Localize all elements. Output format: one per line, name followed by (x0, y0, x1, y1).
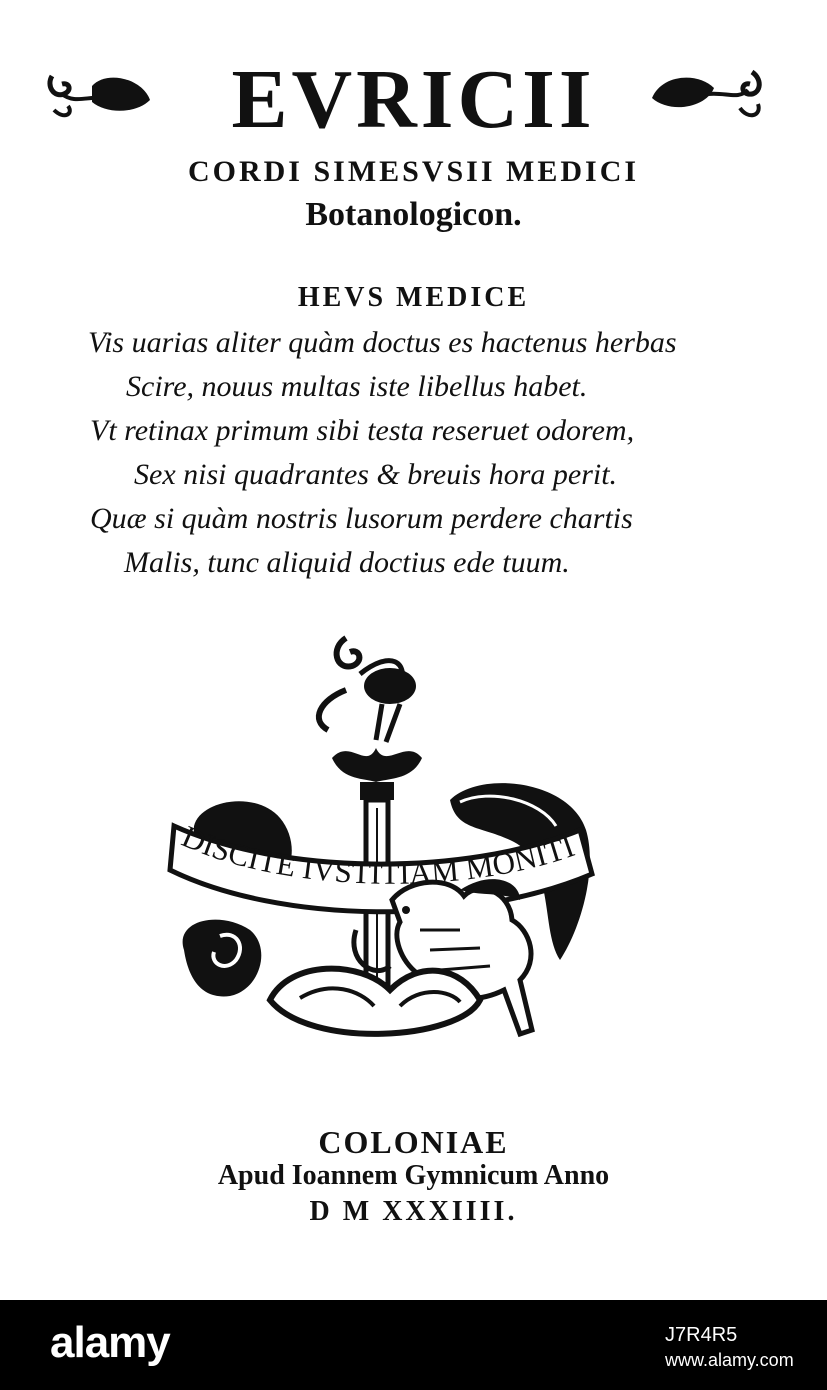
watermark-image-id: J7R4R5 (665, 1324, 738, 1346)
epigram-line: Sex nisi quadrantes & breuis hora perit. (134, 458, 618, 491)
imprint-printer: Apud Ioannem Gymnicum Anno (217, 1160, 610, 1191)
imprint-year: D M XXXIIII. (309, 1196, 518, 1227)
author-subtitle: CORDI SIMESVSII MEDICI (187, 155, 640, 188)
epigram-line: Scire, nouus multas iste libellus habet. (126, 370, 588, 403)
epigram-line: Quæ si quàm nostris lusorum perdere chartis (90, 502, 633, 535)
woodcut-motto: DISCITE IVSTITIAM MONITI (177, 818, 579, 891)
epigram-line: Malis, tunc aliquid doctius ede tuum. (124, 546, 570, 579)
imprint-city: COLONIAE (318, 1124, 509, 1160)
epigram-line: Vt retinax primum sibi testa reseruet odorem, (90, 414, 635, 447)
right-fleuron-ornament (648, 64, 768, 124)
author-name-title: EVRICII (231, 53, 596, 146)
printers-mark-woodcut (160, 630, 630, 1100)
epigram-heading: HEVS MEDICE (297, 282, 530, 313)
book-title: Botanologicon. (305, 196, 522, 233)
watermark-logo: alamy (50, 1318, 170, 1367)
watermark-site-url: www.alamy.com (665, 1350, 794, 1370)
epigram-line: Vis uarias aliter quàm doctus es hactenus herbas (88, 326, 677, 359)
